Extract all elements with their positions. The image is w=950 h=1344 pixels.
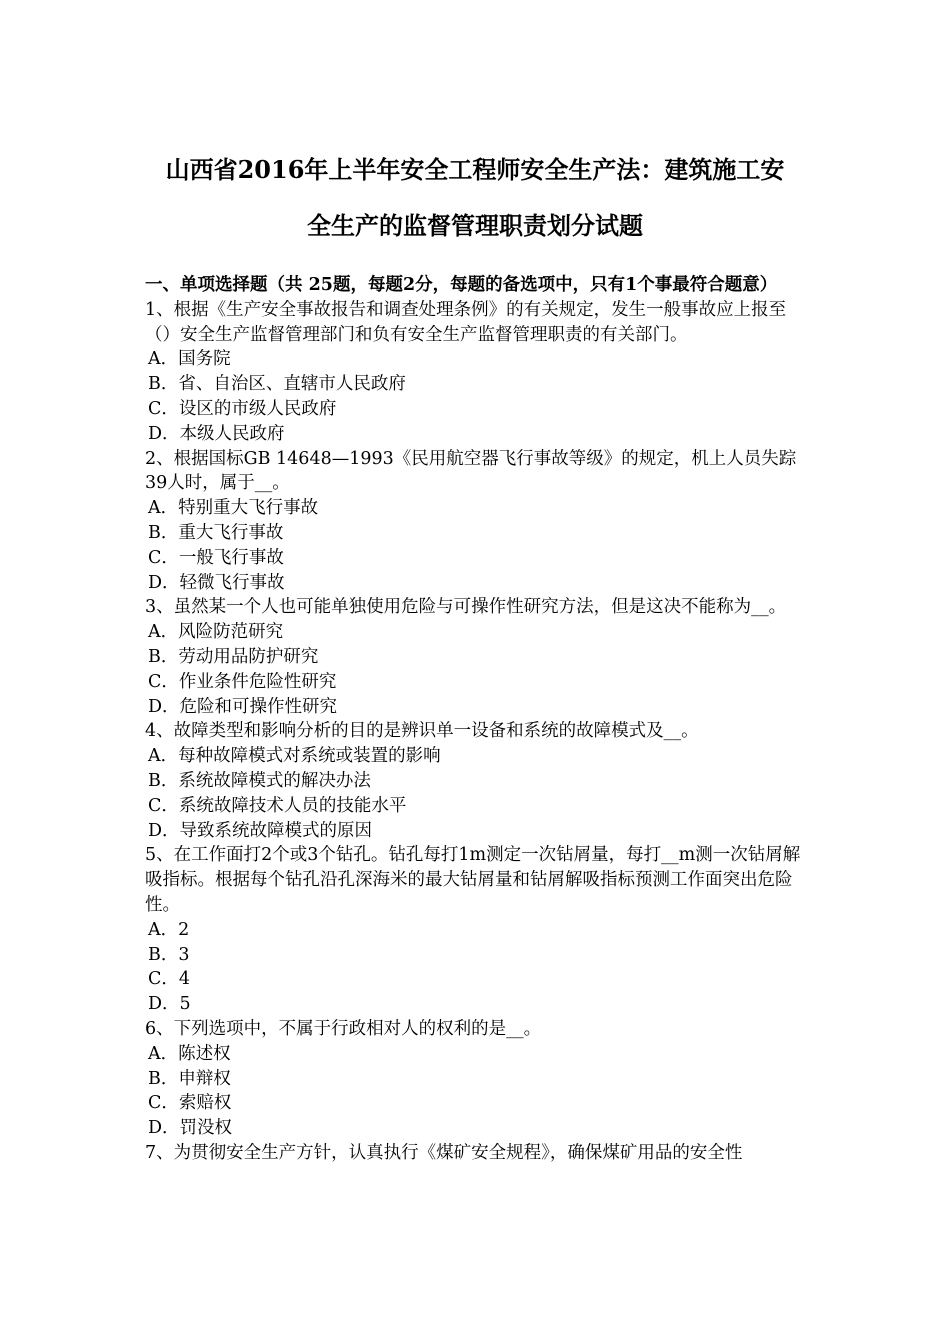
question-stem: 6、下列选项中，不属于行政相对人的权利的是__。 <box>145 1018 542 1039</box>
title-line-1: 山西省2016年上半年安全工程师安全生产法：建筑施工安 <box>165 155 785 184</box>
answer-option: C．4 <box>148 969 191 990</box>
question-stem: 5、在工作面打2个或3个钻孔。钻孔每打1m测定一次钻屑量，每打__m测一次钻屑解吸指标。根据每个钻孔沿孔深海米的最大钻屑量和钻屑解吸指标预测工作面突出危险性。 <box>145 845 801 915</box>
answer-option: B．3 <box>148 944 190 965</box>
question-stem: 4、故障类型和影响分析的目的是辨识单一设备和系统的故障模式及__。 <box>145 721 699 742</box>
answer-option: C．作业条件危险性研究 <box>148 671 337 692</box>
question-stem: 3、虽然某一个人也可能单独使用危险与可操作性研究方法，但是这决不能称为__。 <box>145 597 787 618</box>
answer-option: A．国务院 <box>148 349 231 370</box>
document-body <box>145 273 809 1166</box>
question-stem: 1、根据《生产安全事故报告和调查处理条例》的有关规定，发生一般事故应上报至（）安全生产监督管理部门和负有安全生产监督管理职责的有关部门。 <box>145 299 787 345</box>
section-heading: 一、单项选择题（共 25题，每题2分，每题的备选项中，只有1个事最符合题意） <box>145 275 778 295</box>
answer-option: D．本级人民政府 <box>148 423 285 444</box>
answer-option: B．重大飞行事故 <box>148 522 284 543</box>
document-title <box>120 142 830 254</box>
answer-option: A．2 <box>148 919 190 940</box>
question-item <box>145 447 809 596</box>
answer-option: C．系统故障技术人员的技能水平 <box>148 795 407 816</box>
question-item <box>145 843 809 1017</box>
answer-option: A．每种故障模式对系统或装置的影响 <box>148 746 441 767</box>
question-item <box>145 595 809 719</box>
question-list <box>145 298 809 1166</box>
answer-option: C．一般飞行事故 <box>148 547 284 568</box>
answer-option: D．5 <box>148 994 191 1015</box>
answer-option: D．轻微飞行事故 <box>148 572 285 593</box>
question-item <box>145 719 809 843</box>
question-item <box>145 1017 809 1141</box>
question-item <box>145 298 809 447</box>
answer-option: C．索赔权 <box>148 1093 232 1114</box>
question-stem: 2、根据国标GB 14648—1993《民用航空器飞行事故等级》的规定，机上人员失踪39人时，属于__。 <box>145 448 797 494</box>
answer-option: B．劳动用品防护研究 <box>148 646 319 667</box>
answer-option: A．风险防范研究 <box>148 622 284 643</box>
answer-option: A．特别重大飞行事故 <box>148 498 319 519</box>
answer-option: D．导致系统故障模式的原因 <box>148 820 373 841</box>
answer-option: C．设区的市级人民政府 <box>148 398 337 419</box>
title-line-2: 全生产的监督管理职责划分试题 <box>307 211 643 240</box>
answer-option: B．系统故障模式的解决办法 <box>148 770 371 791</box>
question-item <box>145 1141 809 1166</box>
answer-option: B．申辩权 <box>148 1068 231 1089</box>
answer-option: B．省、自治区、直辖市人民政府 <box>148 374 406 395</box>
answer-option: A．陈述权 <box>148 1043 231 1064</box>
answer-option: D．危险和可操作性研究 <box>148 696 338 717</box>
question-stem: 7、为贯彻安全生产方针，认真执行《煤矿安全规程》，确保煤矿用品的安全性 <box>145 1142 743 1163</box>
answer-option: D．罚没权 <box>148 1118 233 1139</box>
